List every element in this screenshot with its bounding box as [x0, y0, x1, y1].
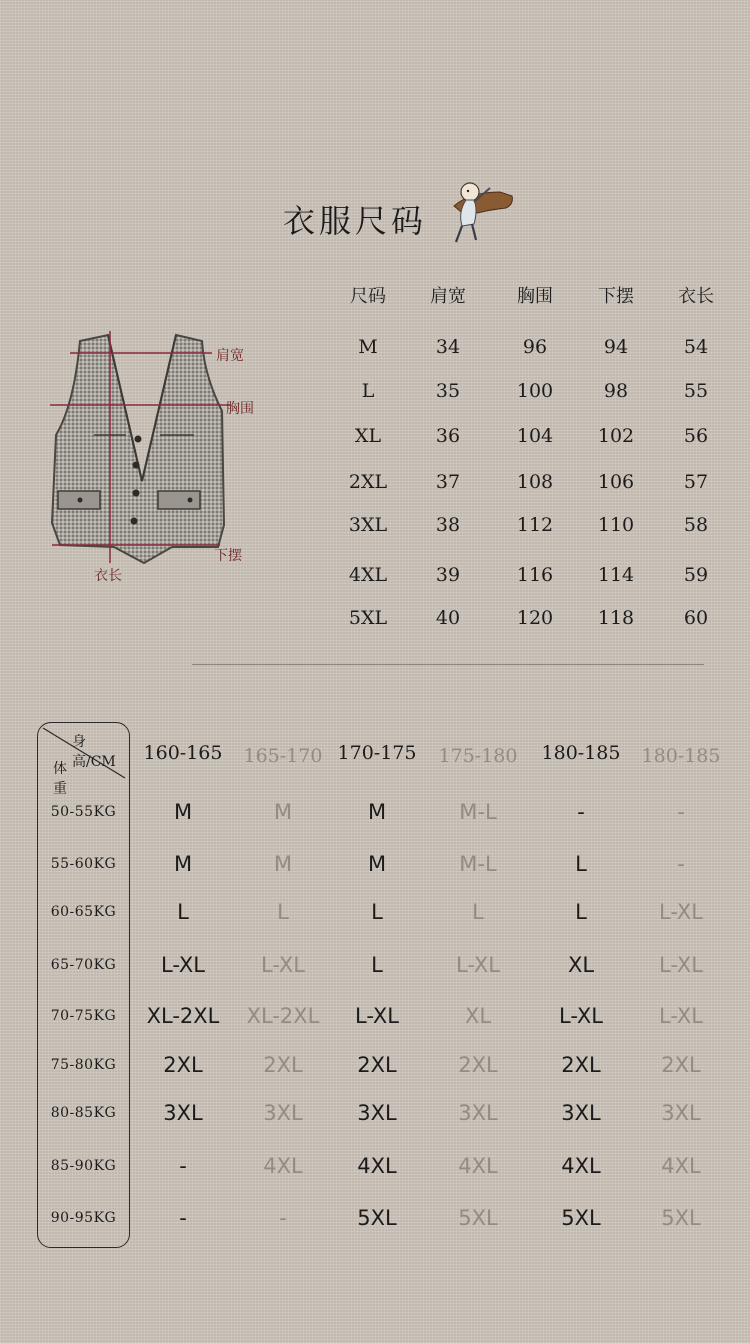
- height-header: 165-170: [243, 745, 323, 767]
- header-shoulder: 肩宽: [430, 286, 466, 307]
- size-recommendation-cell: 3XL: [561, 1101, 601, 1125]
- size-cell: 40: [435, 607, 461, 629]
- size-recommendation-cell: M: [367, 800, 387, 824]
- mascot-illustration: [440, 176, 515, 251]
- size-cell: 120: [516, 607, 554, 629]
- size-recommendation-cell: 4XL: [458, 1154, 498, 1178]
- height-header: 180-185: [641, 745, 721, 767]
- header-hem: 下摆: [598, 286, 634, 307]
- size-cell: 116: [516, 564, 554, 586]
- size-recommendation-cell: 3XL: [163, 1101, 203, 1125]
- size-row: [330, 603, 730, 633]
- vest-label-chest: 胸围: [226, 401, 254, 417]
- size-recommendation-cell: L: [371, 900, 383, 924]
- size-cell: 112: [516, 514, 554, 536]
- vest-label-length: 衣长: [94, 568, 122, 584]
- size-cell: 114: [597, 564, 635, 586]
- size-cell: 59: [683, 564, 709, 586]
- corner-height-label: 身高/CM: [72, 734, 116, 770]
- vest-figure: [30, 325, 260, 585]
- size-cell: 57: [683, 471, 709, 493]
- size-cell: 58: [683, 514, 709, 536]
- header-size: 尺码: [350, 286, 386, 307]
- size-recommendation-cell: M-L: [459, 800, 497, 824]
- size-recommendation-cell: 2XL: [661, 1053, 701, 1077]
- size-row: [330, 376, 730, 406]
- size-cell: 5XL: [348, 607, 388, 629]
- size-cell: 4XL: [348, 564, 388, 586]
- size-recommendation-cell: L-XL: [161, 953, 205, 977]
- size-cell: 35: [435, 380, 461, 402]
- size-recommendation-cell: L: [371, 953, 383, 977]
- size-cell: 39: [435, 564, 461, 586]
- size-recommendation-cell: L: [177, 900, 189, 924]
- weight-label: 80-85KG: [50, 1105, 117, 1121]
- size-cell: 2XL: [348, 471, 388, 493]
- weight-label: 55-60KG: [50, 856, 117, 872]
- size-recommendation-cell: 4XL: [561, 1154, 601, 1178]
- size-cell: 54: [683, 336, 709, 358]
- size-row: [330, 332, 730, 362]
- size-recommendation-cell: L-XL: [659, 953, 703, 977]
- size-cell: XL: [354, 425, 382, 447]
- size-cell: 3XL: [348, 514, 388, 536]
- weight-label: 60-65KG: [50, 904, 117, 920]
- vest-label-hem: 下摆: [214, 548, 242, 564]
- size-cell: 34: [435, 336, 461, 358]
- size-recommendation-cell: -: [577, 800, 585, 824]
- size-row: [330, 421, 730, 451]
- size-recommendation-cell: 2XL: [357, 1053, 397, 1077]
- size-cell: 104: [516, 425, 554, 447]
- weight-label: 75-80KG: [50, 1057, 117, 1073]
- size-recommendation-cell: 4XL: [661, 1154, 701, 1178]
- height-header: 160-165: [143, 742, 223, 764]
- size-recommendation-cell: 4XL: [357, 1154, 397, 1178]
- size-recommendation-cell: M: [367, 852, 387, 876]
- weight-label: 90-95KG: [50, 1210, 117, 1226]
- size-recommendation-cell: XL: [464, 1004, 492, 1028]
- weight-label: 85-90KG: [50, 1158, 117, 1174]
- size-recommendation-cell: L-XL: [355, 1004, 399, 1028]
- size-cell: 118: [597, 607, 635, 629]
- size-recommendation-cell: 5XL: [561, 1206, 601, 1230]
- weight-label: 70-75KG: [50, 1008, 117, 1024]
- height-header: 180-185: [541, 742, 621, 764]
- size-recommendation-cell: 3XL: [458, 1101, 498, 1125]
- size-recommendation-cell: L-XL: [559, 1004, 603, 1028]
- size-recommendation-cell: 2XL: [263, 1053, 303, 1077]
- size-cell: 37: [435, 471, 461, 493]
- size-recommendation-cell: 5XL: [661, 1206, 701, 1230]
- size-recommendation-cell: -: [179, 1154, 187, 1178]
- size-row: [330, 467, 730, 497]
- size-cell: 60: [683, 607, 709, 629]
- weight-label: 50-55KG: [50, 804, 117, 820]
- height-header: 175-180: [438, 745, 518, 767]
- size-table-header: [330, 282, 730, 312]
- size-cell: 98: [603, 380, 629, 402]
- size-cell: 102: [597, 425, 635, 447]
- size-recommendation-cell: M: [273, 800, 293, 824]
- size-recommendation-cell: L: [575, 852, 587, 876]
- size-recommendation-cell: 3XL: [263, 1101, 303, 1125]
- size-recommendation-cell: XL-2XL: [146, 1004, 220, 1028]
- size-cell: 96: [522, 336, 548, 358]
- size-recommendation-cell: -: [179, 1206, 187, 1230]
- size-cell: 94: [603, 336, 629, 358]
- size-recommendation-cell: 4XL: [263, 1154, 303, 1178]
- size-recommendation-cell: L: [277, 900, 289, 924]
- size-cell: 55: [683, 380, 709, 402]
- size-recommendation-cell: 2XL: [561, 1053, 601, 1077]
- size-recommendation-cell: 2XL: [163, 1053, 203, 1077]
- header-length: 衣长: [678, 286, 714, 307]
- size-recommendation-cell: L: [472, 900, 484, 924]
- size-recommendation-cell: 3XL: [357, 1101, 397, 1125]
- vest-label-shoulder: 肩宽: [216, 348, 244, 364]
- size-cell: 56: [683, 425, 709, 447]
- size-recommendation-cell: 5XL: [458, 1206, 498, 1230]
- size-recommendation-cell: -: [677, 800, 685, 824]
- size-cell: L: [361, 380, 375, 402]
- size-recommendation-cell: 5XL: [357, 1206, 397, 1230]
- size-row: [330, 510, 730, 540]
- size-recommendation-cell: -: [279, 1206, 287, 1230]
- page-title: 衣服尺码: [283, 202, 428, 240]
- size-cell: 110: [597, 514, 635, 536]
- size-cell: M: [358, 336, 378, 358]
- size-recommendation-cell: L-XL: [659, 1004, 703, 1028]
- size-recommendation-cell: XL: [567, 953, 595, 977]
- section-divider: [192, 664, 704, 665]
- size-recommendation-cell: 3XL: [661, 1101, 701, 1125]
- size-cell: 36: [435, 425, 461, 447]
- size-recommendation-cell: L-XL: [456, 953, 500, 977]
- size-cell: 108: [516, 471, 554, 493]
- weight-label: 65-70KG: [50, 957, 117, 973]
- size-recommendation-cell: XL-2XL: [246, 1004, 320, 1028]
- size-recommendation-cell: M: [273, 852, 293, 876]
- size-recommendation-cell: L: [575, 900, 587, 924]
- header-chest: 胸围: [517, 286, 553, 307]
- size-recommendation-cell: 2XL: [458, 1053, 498, 1077]
- size-recommendation-cell: L-XL: [261, 953, 305, 977]
- size-recommendation-cell: L-XL: [659, 900, 703, 924]
- size-cell: 38: [435, 514, 461, 536]
- corner-weight-label: 体重: [53, 761, 67, 797]
- size-row: [330, 560, 730, 590]
- size-recommendation-cell: M-L: [459, 852, 497, 876]
- size-recommendation-cell: -: [677, 852, 685, 876]
- size-recommendation-cell: M: [173, 852, 193, 876]
- size-cell: 106: [597, 471, 635, 493]
- size-cell: 100: [516, 380, 554, 402]
- height-header: 170-175: [337, 742, 417, 764]
- size-recommendation-cell: M: [173, 800, 193, 824]
